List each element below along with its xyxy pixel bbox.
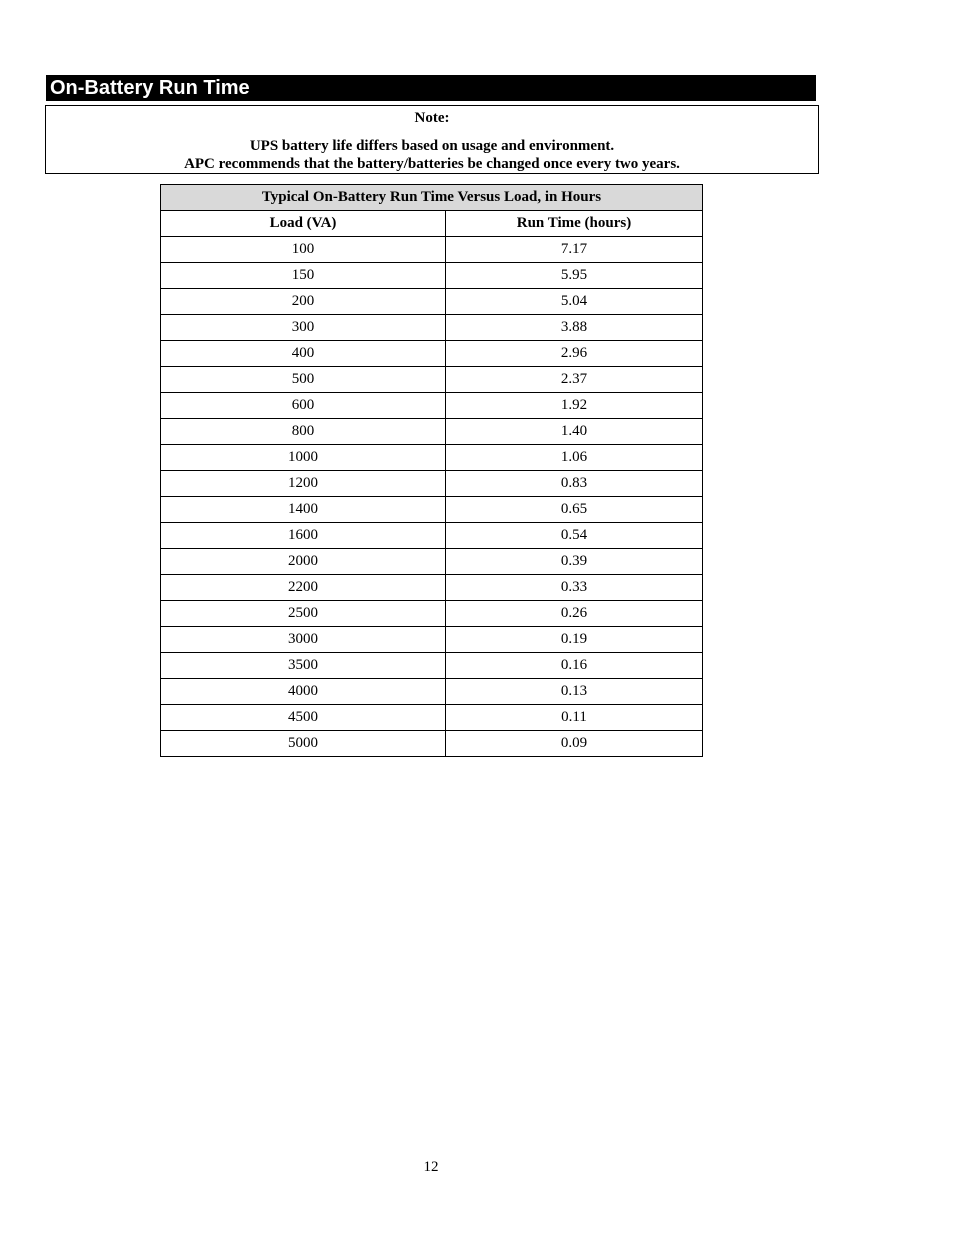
run-time-cell: 5.95 (446, 263, 703, 289)
column-header-run-time: Run Time (hours) (446, 211, 703, 237)
run-time-cell: 0.39 (446, 549, 703, 575)
section-title: On-Battery Run Time (46, 75, 816, 101)
table-row (161, 471, 703, 497)
table-row (161, 237, 703, 263)
table-row (161, 341, 703, 367)
table-row (161, 731, 703, 757)
table-row (161, 315, 703, 341)
table-row (161, 627, 703, 653)
table-row (161, 575, 703, 601)
note-box (45, 105, 819, 174)
table-caption-row (161, 185, 703, 211)
run-time-cell: 3.88 (446, 315, 703, 341)
run-time-cell: 7.17 (446, 237, 703, 263)
table-header-row (161, 211, 703, 237)
run-time-cell: 0.54 (446, 523, 703, 549)
note-heading: Note: (414, 110, 450, 126)
load-cell: 3000 (161, 627, 446, 653)
load-cell: 2500 (161, 601, 446, 627)
load-cell: 4500 (161, 705, 446, 731)
table-row (161, 497, 703, 523)
run-time-cell: 0.19 (446, 627, 703, 653)
table-row (161, 653, 703, 679)
load-cell: 300 (161, 315, 446, 341)
load-cell: 600 (161, 393, 446, 419)
load-cell: 5000 (161, 731, 446, 757)
table-row (161, 289, 703, 315)
load-cell: 1400 (161, 497, 446, 523)
run-time-cell: 0.13 (446, 679, 703, 705)
run-time-cell: 0.09 (446, 731, 703, 757)
table-row (161, 601, 703, 627)
run-time-cell: 2.37 (446, 367, 703, 393)
table-row (161, 549, 703, 575)
run-time-cell: 0.11 (446, 705, 703, 731)
table-row (161, 393, 703, 419)
note-text-line-2: APC recommends that the battery/batteries be changed once every two years. (184, 156, 680, 172)
table-row (161, 445, 703, 471)
load-cell: 4000 (161, 679, 446, 705)
run-time-cell: 0.65 (446, 497, 703, 523)
load-cell: 150 (161, 263, 446, 289)
load-cell: 800 (161, 419, 446, 445)
run-time-cell: 0.83 (446, 471, 703, 497)
load-cell: 500 (161, 367, 446, 393)
table-row (161, 263, 703, 289)
load-cell: 1200 (161, 471, 446, 497)
table-row (161, 523, 703, 549)
load-cell: 2200 (161, 575, 446, 601)
run-time-table (160, 184, 703, 757)
load-cell: 400 (161, 341, 446, 367)
load-cell: 1600 (161, 523, 446, 549)
run-time-cell: 1.06 (446, 445, 703, 471)
column-header-load: Load (VA) (161, 211, 446, 237)
load-cell: 100 (161, 237, 446, 263)
load-cell: 1000 (161, 445, 446, 471)
page-number: 12 (423, 1159, 439, 1175)
run-time-cell: 0.26 (446, 601, 703, 627)
load-cell: 200 (161, 289, 446, 315)
run-time-cell: 1.40 (446, 419, 703, 445)
load-cell: 2000 (161, 549, 446, 575)
run-time-cell: 0.33 (446, 575, 703, 601)
table-row (161, 679, 703, 705)
note-text-line-1: UPS battery life differs based on usage and environment. (249, 138, 615, 154)
table-body (161, 237, 703, 757)
run-time-cell: 2.96 (446, 341, 703, 367)
load-cell: 3500 (161, 653, 446, 679)
run-time-cell: 1.92 (446, 393, 703, 419)
table-row (161, 419, 703, 445)
run-time-cell: 5.04 (446, 289, 703, 315)
table-row (161, 367, 703, 393)
table-row (161, 705, 703, 731)
run-time-cell: 0.16 (446, 653, 703, 679)
table-caption: Typical On-Battery Run Time Versus Load, in Hours (161, 185, 703, 211)
